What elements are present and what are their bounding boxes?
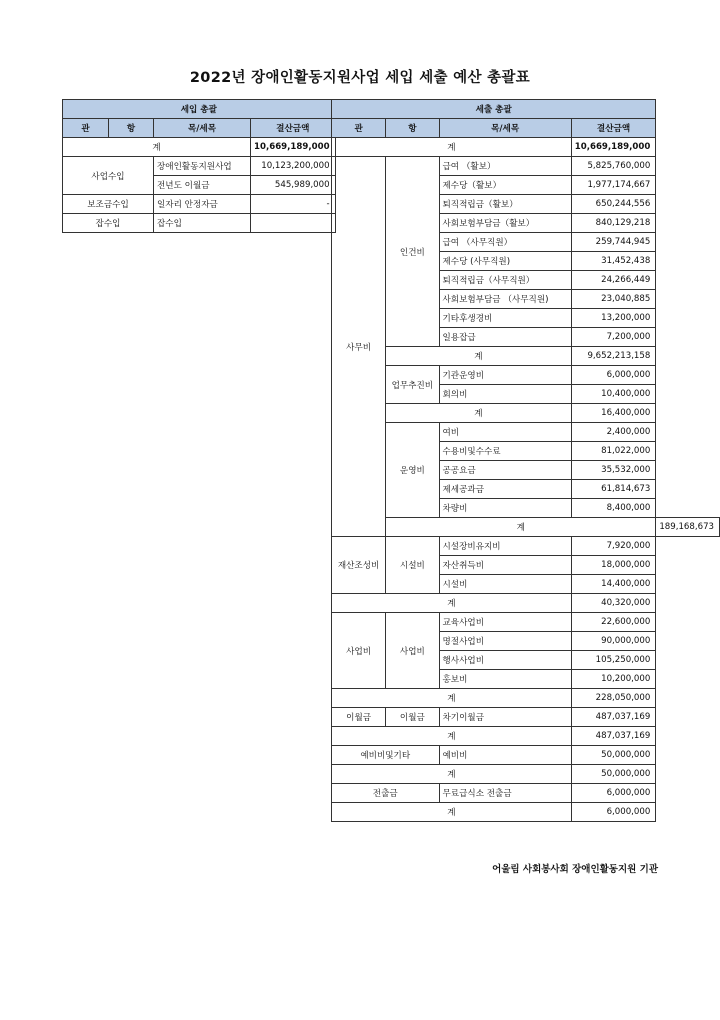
expense-mok-cell: 시설비 (439, 575, 571, 594)
expense-mok-cell: 공공요금 (439, 461, 571, 480)
income-total-value: 10,669,189,000 (251, 138, 336, 157)
expense-subtotal-value: 16,400,000 (571, 404, 656, 423)
expense-table (331, 99, 720, 822)
expense-col-mok: 목/세목 (439, 119, 571, 138)
expense-mok-cell: 예비비 (439, 746, 571, 765)
expense-hang-cell: 사업비 (386, 613, 439, 689)
expense-mok-cell: 차량비 (439, 499, 571, 518)
expense-section-header: 세출 총괄 (332, 100, 656, 119)
expense-subtotal-label: 계 (386, 518, 656, 537)
expense-subtotal-label: 계 (332, 689, 572, 708)
expense-mok-cell: 무료급식소 전출금 (439, 784, 571, 803)
expense-mok-cell: 제수당 (사무직원) (439, 252, 571, 271)
expense-mok-cell: 명절사업비 (439, 632, 571, 651)
income-total-label: 계 (63, 138, 251, 157)
income-mok-cell: 장애인활동지원사업 (154, 157, 251, 176)
expense-gwan-cell: 전출금 (332, 784, 440, 803)
expense-subtotal-value: 9,652,213,158 (571, 347, 656, 366)
expense-subtotal-label: 계 (386, 347, 572, 366)
income-col-gwan: 관 (63, 119, 109, 138)
income-total-row (63, 138, 336, 157)
expense-amount-cell: 61,814,673 (571, 480, 656, 499)
table-row (63, 157, 336, 176)
expense-hang-cell: 운영비 (386, 423, 439, 518)
expense-amount-cell: 18,000,000 (571, 556, 656, 575)
income-mok-cell: 잡수입 (154, 214, 251, 233)
expense-mok-cell: 기타후생경비 (439, 309, 571, 328)
table-row (63, 214, 336, 233)
expense-mok-cell: 일용잡급 (439, 328, 571, 347)
expense-mok-cell: 시설장비유지비 (439, 537, 571, 556)
expense-col-amount: 결산금액 (571, 119, 656, 138)
income-col-hang: 항 (109, 119, 154, 138)
expense-amount-cell: 10,400,000 (571, 385, 656, 404)
income-gwan-cell: 사업수입 (63, 157, 154, 195)
expense-amount-cell: 5,825,760,000 (571, 157, 656, 176)
expense-mok-cell: 급여 （활보） (439, 157, 571, 176)
income-mok-cell: 전년도 이월금 (154, 176, 251, 195)
expense-amount-cell: 13,200,000 (571, 309, 656, 328)
expense-amount-cell: 14,400,000 (571, 575, 656, 594)
expense-mok-cell: 자산취득비 (439, 556, 571, 575)
expense-mok-cell: 제수당（활보） (439, 176, 571, 195)
income-gwan-cell: 잡수입 (63, 214, 154, 233)
expense-subtotal-value: 487,037,169 (571, 727, 656, 746)
table-row (332, 537, 720, 556)
table-row (332, 746, 720, 765)
expense-amount-cell: 8,400,000 (571, 499, 656, 518)
expense-mok-cell: 퇴직적립금（활보） (439, 195, 571, 214)
expense-mok-cell: 회의비 (439, 385, 571, 404)
income-section-header: 세입 총괄 (63, 100, 336, 119)
expense-mok-cell: 차기이월금 (439, 708, 571, 727)
expense-amount-cell: 105,250,000 (571, 651, 656, 670)
organization-footer: 어울림 사회봉사회 장애인활동지원 기관 (492, 864, 658, 875)
expense-amount-cell: 650,244,556 (571, 195, 656, 214)
table-row (332, 613, 720, 632)
expense-gwan-cell: 이월금 (332, 708, 386, 727)
subtotal-row (332, 765, 720, 784)
expense-amount-cell: 35,532,000 (571, 461, 656, 480)
expense-subtotal-label: 계 (332, 765, 572, 784)
expense-amount-cell: 10,200,000 (571, 670, 656, 689)
income-amount-cell: 545,989,000 (251, 176, 336, 195)
expense-subtotal-label: 계 (332, 803, 572, 822)
expense-amount-cell: 23,040,885 (571, 290, 656, 309)
expense-subtotal-value: 6,000,000 (571, 803, 656, 822)
expense-subtotal-value: 189,168,673 (656, 518, 720, 537)
expense-gwan-cell: 사업비 (332, 613, 386, 689)
expense-subtotal-label: 계 (332, 594, 572, 613)
expense-subtotal-value: 40,320,000 (571, 594, 656, 613)
subtotal-row (332, 404, 720, 423)
expense-mok-cell: 퇴직적립금（사무직원） (439, 271, 571, 290)
expense-col-gwan: 관 (332, 119, 386, 138)
subtotal-row (332, 727, 720, 746)
expense-mok-cell: 제세공과금 (439, 480, 571, 499)
expense-mok-cell: 급여 （사무직원） (439, 233, 571, 252)
expense-amount-cell: 50,000,000 (571, 746, 656, 765)
expense-amount-cell: 81,022,000 (571, 442, 656, 461)
subtotal-row (332, 594, 720, 613)
expense-mok-cell: 행사사업비 (439, 651, 571, 670)
expense-total-label: 계 (332, 138, 572, 157)
expense-mok-cell: 사회보험부담금 （사무직원) (439, 290, 571, 309)
table-row (332, 423, 720, 442)
expense-amount-cell: 7,200,000 (571, 328, 656, 347)
expense-hang-cell: 인건비 (386, 157, 439, 347)
income-gwan-cell: 보조금수입 (63, 195, 154, 214)
expense-amount-cell: 840,129,218 (571, 214, 656, 233)
expense-amount-cell: 2,400,000 (571, 423, 656, 442)
subtotal-row (332, 347, 720, 366)
income-amount-cell: 10,123,200,000 (251, 157, 336, 176)
expense-amount-cell: 90,000,000 (571, 632, 656, 651)
income-table (62, 99, 336, 233)
expense-mok-cell: 교육사업비 (439, 613, 571, 632)
income-amount-cell: - (251, 195, 336, 214)
page-title: 2022년 장애인활동지원사업 세입 세출 예산 총괄표 (189, 70, 531, 86)
expense-subtotal-value: 228,050,000 (571, 689, 656, 708)
expense-col-hang: 항 (386, 119, 439, 138)
income-col-mok: 목/세목 (154, 119, 251, 138)
expense-amount-cell: 259,744,945 (571, 233, 656, 252)
subtotal-row (332, 803, 720, 822)
expense-amount-cell: 24,266,449 (571, 271, 656, 290)
expense-amount-cell: 31,452,438 (571, 252, 656, 271)
income-amount-cell (251, 214, 336, 233)
expense-mok-cell: 수용비및수수료 (439, 442, 571, 461)
expense-amount-cell: 6,000,000 (571, 784, 656, 803)
expense-gwan-cell: 재산조성비 (332, 537, 386, 594)
expense-hang-cell: 이월금 (386, 708, 439, 727)
expense-mok-cell: 사회보험부담금（활보） (439, 214, 571, 233)
expense-hang-cell: 업무추진비 (386, 366, 439, 404)
expense-subtotal-value: 50,000,000 (571, 765, 656, 784)
expense-subtotal-label: 계 (332, 727, 572, 746)
subtotal-row (332, 518, 720, 537)
subtotal-row (332, 689, 720, 708)
table-row (63, 195, 336, 214)
expense-mok-cell: 기관운영비 (439, 366, 571, 385)
expense-amount-cell: 6,000,000 (571, 366, 656, 385)
expense-mok-cell: 여비 (439, 423, 571, 442)
expense-total-value: 10,669,189,000 (571, 138, 656, 157)
table-row (332, 708, 720, 727)
expense-amount-cell: 487,037,169 (571, 708, 656, 727)
expense-mok-cell: 홍보비 (439, 670, 571, 689)
expense-gwan-cell: 사무비 (332, 157, 386, 537)
table-row (332, 366, 720, 385)
expense-amount-cell: 7,920,000 (571, 537, 656, 556)
expense-gwan-cell: 예비비및기타 (332, 746, 440, 765)
expense-subtotal-label: 계 (386, 404, 572, 423)
expense-total-row (332, 138, 720, 157)
table-row (332, 157, 720, 176)
expense-amount-cell: 1,977,174,667 (571, 176, 656, 195)
expense-hang-cell: 시설비 (386, 537, 439, 594)
income-mok-cell: 일자리 안정자금 (154, 195, 251, 214)
income-col-amount: 결산금액 (251, 119, 336, 138)
expense-amount-cell: 22,600,000 (571, 613, 656, 632)
table-row (332, 784, 720, 803)
